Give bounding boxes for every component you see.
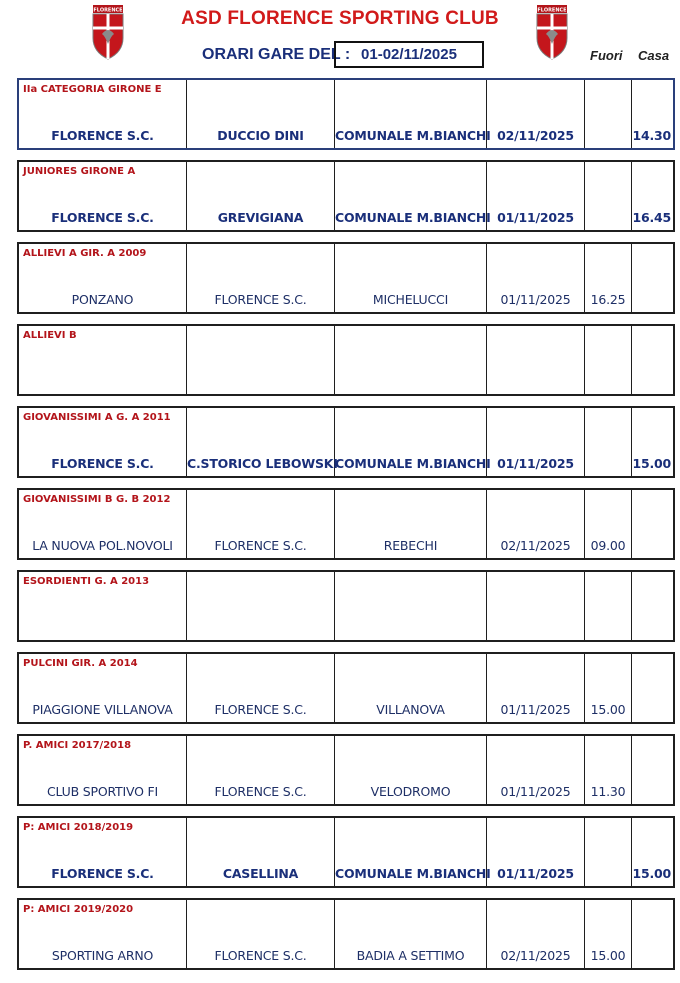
match-date: 01/11/2025	[497, 456, 574, 471]
cell-venue	[335, 900, 487, 968]
cell-venue	[335, 572, 487, 640]
match-venue: COMUNALE M.BIANCHI	[335, 210, 491, 225]
match-venue: MICHELUCCI	[372, 292, 449, 307]
match-venue: BADIA A SETTIMO	[356, 948, 465, 963]
cell-fuori	[585, 244, 632, 312]
column-header-casa: Casa	[638, 48, 670, 63]
match-home: FLORENCE S.C.	[51, 866, 154, 881]
cell-fuori	[585, 736, 632, 804]
match-block	[17, 406, 675, 478]
cell-casa	[632, 326, 673, 394]
match-casa: 15.00	[632, 456, 671, 471]
cell-home	[19, 572, 187, 640]
cell-fuori	[585, 490, 632, 558]
schedule-date-box: 01-02/11/2025	[334, 41, 484, 68]
match-home: PIAGGIONE VILLANOVA	[32, 702, 173, 717]
category-label: ESORDIENTI G. A 2013	[23, 576, 150, 587]
cell-casa	[632, 654, 673, 722]
category-label: GIOVANISSIMI A G. A 2011	[23, 412, 171, 423]
cell-away	[187, 490, 335, 558]
match-date: 01/11/2025	[500, 784, 571, 799]
cell-venue	[335, 408, 491, 476]
match-home: SPORTING ARNO	[51, 948, 154, 963]
category-label: PULCINI GIR. A 2014	[23, 658, 138, 669]
club-title: ASD FLORENCE SPORTING CLUB	[181, 8, 499, 29]
match-away: DUCCIO DINI	[217, 128, 304, 143]
match-venue: COMUNALE M.BIANCHI	[335, 456, 491, 471]
match-fuori: 11.30	[590, 784, 626, 799]
match-venue: COMUNALE M.BIANCHI	[335, 866, 491, 881]
match-away: GREVIGIANA	[217, 210, 304, 225]
match-block	[17, 898, 675, 970]
category-label: P: AMICI 2018/2019	[23, 822, 134, 833]
match-date: 01/11/2025	[497, 210, 574, 225]
match-block	[17, 816, 675, 888]
cell-casa	[632, 736, 673, 804]
match-date: 02/11/2025	[500, 538, 571, 553]
category-label: ALLIEVI B	[23, 330, 77, 341]
cell-date	[487, 572, 585, 640]
cell-venue	[335, 162, 491, 230]
page-header	[0, 0, 680, 74]
cell-venue	[335, 654, 487, 722]
cell-venue	[335, 244, 487, 312]
category-label: IIa CATEGORIA GIRONE E	[23, 84, 162, 95]
match-fuori: 09.00	[590, 538, 626, 553]
match-date: 01/11/2025	[500, 292, 571, 307]
match-casa: 15.00	[632, 866, 671, 881]
cell-fuori	[585, 654, 632, 722]
cell-casa	[632, 408, 673, 476]
cell-away	[187, 572, 335, 640]
cell-casa	[632, 244, 673, 312]
match-away: FLORENCE S.C.	[214, 948, 307, 963]
match-block	[17, 570, 675, 642]
match-block	[17, 242, 675, 314]
match-block	[17, 734, 675, 806]
cell-away	[187, 244, 335, 312]
cell-fuori	[585, 818, 632, 886]
match-home: CLUB SPORTIVO FI	[47, 784, 158, 799]
category-label: ALLIEVI A GIR. A 2009	[23, 248, 147, 259]
cell-casa	[632, 80, 673, 148]
match-date: 02/11/2025	[497, 128, 574, 143]
club-crest-icon	[534, 4, 570, 60]
match-home: LA NUOVA POL.NOVOLI	[32, 538, 173, 553]
cell-away	[187, 818, 335, 886]
cell-date	[487, 736, 585, 804]
cell-home	[19, 736, 187, 804]
category-label: GIOVANISSIMI B G. B 2012	[23, 494, 171, 505]
cell-fuori	[585, 326, 632, 394]
match-away: CASELLINA	[222, 866, 299, 881]
match-block	[17, 652, 675, 724]
match-away: C.STORICO LEBOWSKI	[187, 456, 338, 471]
match-date: 02/11/2025	[500, 948, 571, 963]
cell-away	[187, 162, 335, 230]
cell-casa	[632, 900, 673, 968]
match-block	[17, 488, 675, 560]
cell-home	[19, 654, 187, 722]
cell-fuori	[585, 80, 632, 148]
crest-text: FLORENCE	[93, 7, 123, 14]
cell-home	[19, 490, 187, 558]
cell-venue	[335, 490, 487, 558]
cell-home	[19, 408, 187, 476]
cell-away	[187, 408, 338, 476]
match-date: 01/11/2025	[500, 702, 571, 717]
cell-date	[487, 80, 585, 148]
cell-date	[487, 408, 585, 476]
crest-text: FLORENCE	[537, 7, 567, 14]
cell-venue	[335, 818, 491, 886]
match-venue: COMUNALE M.BIANCHI	[335, 128, 491, 143]
cell-away	[187, 736, 335, 804]
cell-date	[487, 900, 585, 968]
cell-home	[19, 326, 187, 394]
cell-date	[487, 162, 585, 230]
cell-away	[187, 900, 335, 968]
cell-fuori	[585, 900, 632, 968]
cell-venue	[335, 326, 487, 394]
cell-fuori	[585, 408, 632, 476]
match-home: PONZANO	[71, 292, 134, 307]
match-away: FLORENCE S.C.	[214, 784, 307, 799]
cell-date	[487, 326, 585, 394]
match-casa: 14.30	[632, 128, 671, 143]
match-venue: VELODROMO	[370, 784, 451, 799]
cell-casa	[632, 162, 673, 230]
category-label: P: AMICI 2019/2020	[23, 904, 134, 915]
match-fuori: 16.25	[590, 292, 626, 307]
schedule-label: ORARI GARE DEL :	[202, 46, 351, 63]
cell-date	[487, 818, 585, 886]
cell-home	[19, 818, 187, 886]
match-venue: REBECHI	[383, 538, 438, 553]
cell-venue	[335, 736, 487, 804]
match-block	[17, 160, 675, 232]
match-fuori: 15.00	[590, 702, 626, 717]
match-away: FLORENCE S.C.	[214, 292, 307, 307]
cell-away	[187, 654, 335, 722]
cell-fuori	[585, 572, 632, 640]
match-home: FLORENCE S.C.	[51, 456, 154, 471]
match-away: FLORENCE S.C.	[214, 702, 307, 717]
match-casa: 16.45	[632, 210, 671, 225]
cell-casa	[632, 818, 673, 886]
cell-home	[19, 244, 187, 312]
category-label: P. AMICI 2017/2018	[23, 740, 132, 751]
cell-date	[487, 244, 585, 312]
match-away: FLORENCE S.C.	[214, 538, 307, 553]
cell-away	[187, 80, 335, 148]
match-home: FLORENCE S.C.	[51, 128, 154, 143]
cell-date	[487, 654, 585, 722]
cell-casa	[632, 490, 673, 558]
cell-away	[187, 326, 335, 394]
match-home: FLORENCE S.C.	[51, 210, 154, 225]
cell-home	[19, 162, 187, 230]
category-label: JUNIORES GIRONE A	[23, 166, 136, 177]
cell-casa	[632, 572, 673, 640]
cell-fuori	[585, 162, 632, 230]
cell-venue	[335, 80, 491, 148]
cell-home	[19, 900, 187, 968]
cell-date	[487, 490, 585, 558]
match-block	[17, 324, 675, 396]
column-header-fuori: Fuori	[590, 48, 623, 63]
match-venue: VILLANOVA	[376, 702, 445, 717]
match-date: 01/11/2025	[497, 866, 574, 881]
cell-home	[19, 80, 187, 148]
match-block	[17, 78, 675, 150]
match-fuori: 15.00	[590, 948, 626, 963]
